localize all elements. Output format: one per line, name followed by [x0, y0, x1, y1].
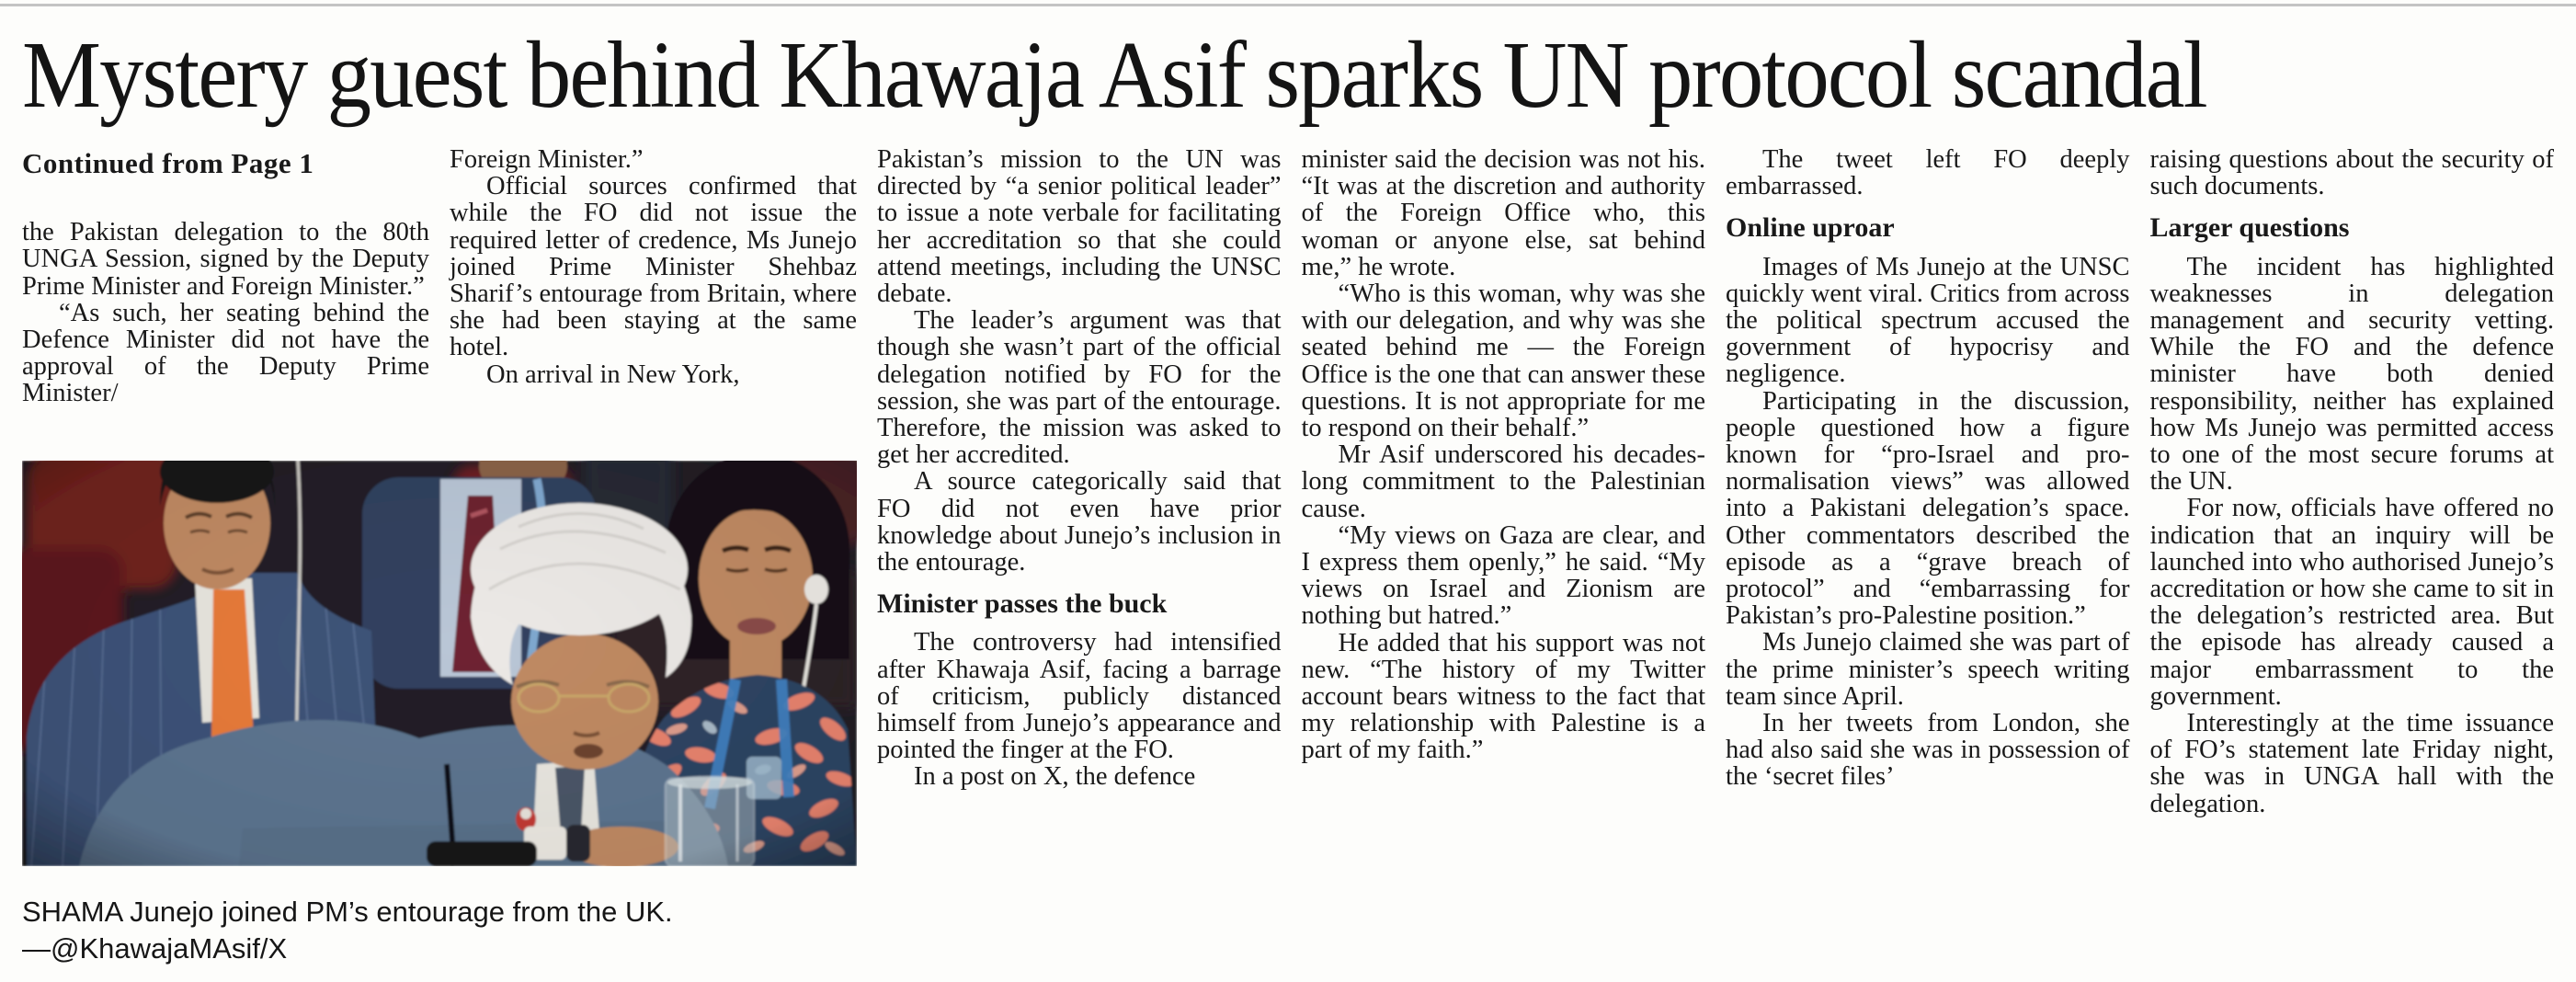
continued-from-label: Continued from Page 1 — [22, 147, 314, 179]
body-paragraph: Images of Ms Junejo at the UNSC quickly went viral. Critics from across the political spectrum accused the government of hypocrisy and negligence. — [1726, 252, 2130, 389]
section-subhead: Online uproar — [1726, 212, 1895, 244]
caption-line-1: SHAMA Junejo joined PM’s entourage from the UK. — [22, 896, 673, 928]
body-paragraph: Interestingly at the time issuance of FO’s statement late Friday night, she was in UNGA hall with the delegation. — [2149, 709, 2554, 818]
body-paragraph: In her tweets from London, she had also said she was in possession of the ‘secret files’ — [1726, 709, 2130, 792]
body-paragraph: Ms Junejo claimed she was part of the prime minister’s speech writing team since April. — [1726, 628, 2130, 711]
body-paragraph: Mr Asif underscored his decades-long commitment to the Palestinian cause. — [1301, 440, 1705, 523]
column-4 — [1302, 146, 1706, 967]
headline: Mystery guest behind Khawaja Asif sparks UN protocol scandal — [22, 22, 2206, 128]
body-paragraph: Participating in the discussion, people questioned how a figure known for “pro-Israel and pro-normalisation views” was allowed into a Pakistani delegation’s space. Other commentators described the episode as a “grave breach of protocol” and “embarrassing for Pakistan’s pro-Palestine position.” — [1726, 386, 2130, 631]
body-paragraph: For now, officials have offered no indication that an inquiry will be launched into who authorised Junejo’s accreditation or how she came to sit in the delegation’s restricted area. But the episode has already caused a major embarrassment to the government. — [2149, 494, 2554, 711]
body-paragraph: On arrival in New York, — [486, 360, 740, 389]
body-paragraph: the Pakistan delegation to the 80th UNGA Session, signed by the Deputy Prime Minister and Foreign Minister.” — [22, 218, 429, 301]
column-2 — [450, 146, 857, 451]
caption-credit: —@KhawajaMAsif/X — [22, 932, 288, 965]
vignette — [22, 461, 857, 866]
left-block — [22, 146, 857, 967]
body-paragraph: “Who is this woman, why was she with our delegation, and why was she seated behind me — the Foreign Office is the one that can answer these questions. It is not appropriate for me to respond on their behalf.” — [1301, 280, 1705, 443]
column-1 — [22, 146, 429, 451]
body-paragraph: minister said the decision was not his. “It was at the discretion and authority of the Foreign Office who, this woman or anyone else, sat behind me,” he wrote. — [1301, 145, 1705, 281]
section-subhead: Larger questions — [2149, 212, 2350, 244]
column-6 — [2150, 146, 2555, 967]
section-subhead: Minister passes the buck — [877, 588, 1168, 620]
body-paragraph: Official sources confirmed that while the FO did not issue the required letter of credence, Ms Junejo joined Prime Minister Shehbaz Sharif’s entourage from Britain, where she had been staying at the same hotel. — [450, 172, 857, 362]
article-body — [22, 146, 2554, 967]
body-paragraph: “As such, her seating behind the Defence Minister did not have the approval of the Deputy Prime Minister/ — [22, 298, 429, 408]
unsc-scene-illustration — [22, 461, 857, 866]
body-paragraph: The tweet left FO deeply embarrassed. — [1726, 145, 2130, 201]
body-paragraph: Foreign Minister.” — [450, 146, 644, 174]
column-5 — [1726, 146, 2130, 967]
body-paragraph: The incident has highlighted weaknesses in delegation management and security vetting. While the FO and the defence minister have both denied responsibility, neither has explained how Ms Junejo was permitted access to one of the most secure forums at the UN. — [2149, 252, 2554, 497]
body-paragraph: The leader’s argument was that though she wasn’t part of the official delegation notified by FO for the session, she was part of the entourage. Therefore, the mission was asked to get her accredited. — [877, 306, 1282, 470]
column-3 — [877, 146, 1282, 967]
body-paragraph: He added that his support was not new. “The history of my Twitter account bears witness to the fact that my relationship with Palestine is a part of my faith.” — [1301, 628, 1705, 765]
news-photo — [22, 461, 857, 866]
body-paragraph: raising questions about the security of such documents. — [2149, 145, 2554, 201]
body-paragraph: Pakistan’s mission to the UN was directed by “a senior political leader” to issue a note verbale for facilitating her accreditation so that she could attend meetings, including the UNSC debate. — [877, 145, 1282, 309]
top-rule — [0, 4, 2576, 6]
body-paragraph: “My views on Gaza are clear, and I express them openly,” he said. “My views on Israel and Zionism are nothing but hatred.” — [1301, 520, 1705, 631]
body-paragraph: In a post on X, the defence — [914, 762, 1196, 792]
two-column-text — [22, 146, 857, 451]
photo-caption — [22, 894, 857, 967]
body-paragraph: A source categorically said that FO did not even have prior knowledge about Junejo’s inclusion in the entourage. — [877, 467, 1282, 577]
body-paragraph: The controversy had intensified after Khawaja Asif, facing a barrage of criticism, publicly distanced himself from Junejo’s appearance and pointed the finger at the FO. — [877, 628, 1282, 765]
